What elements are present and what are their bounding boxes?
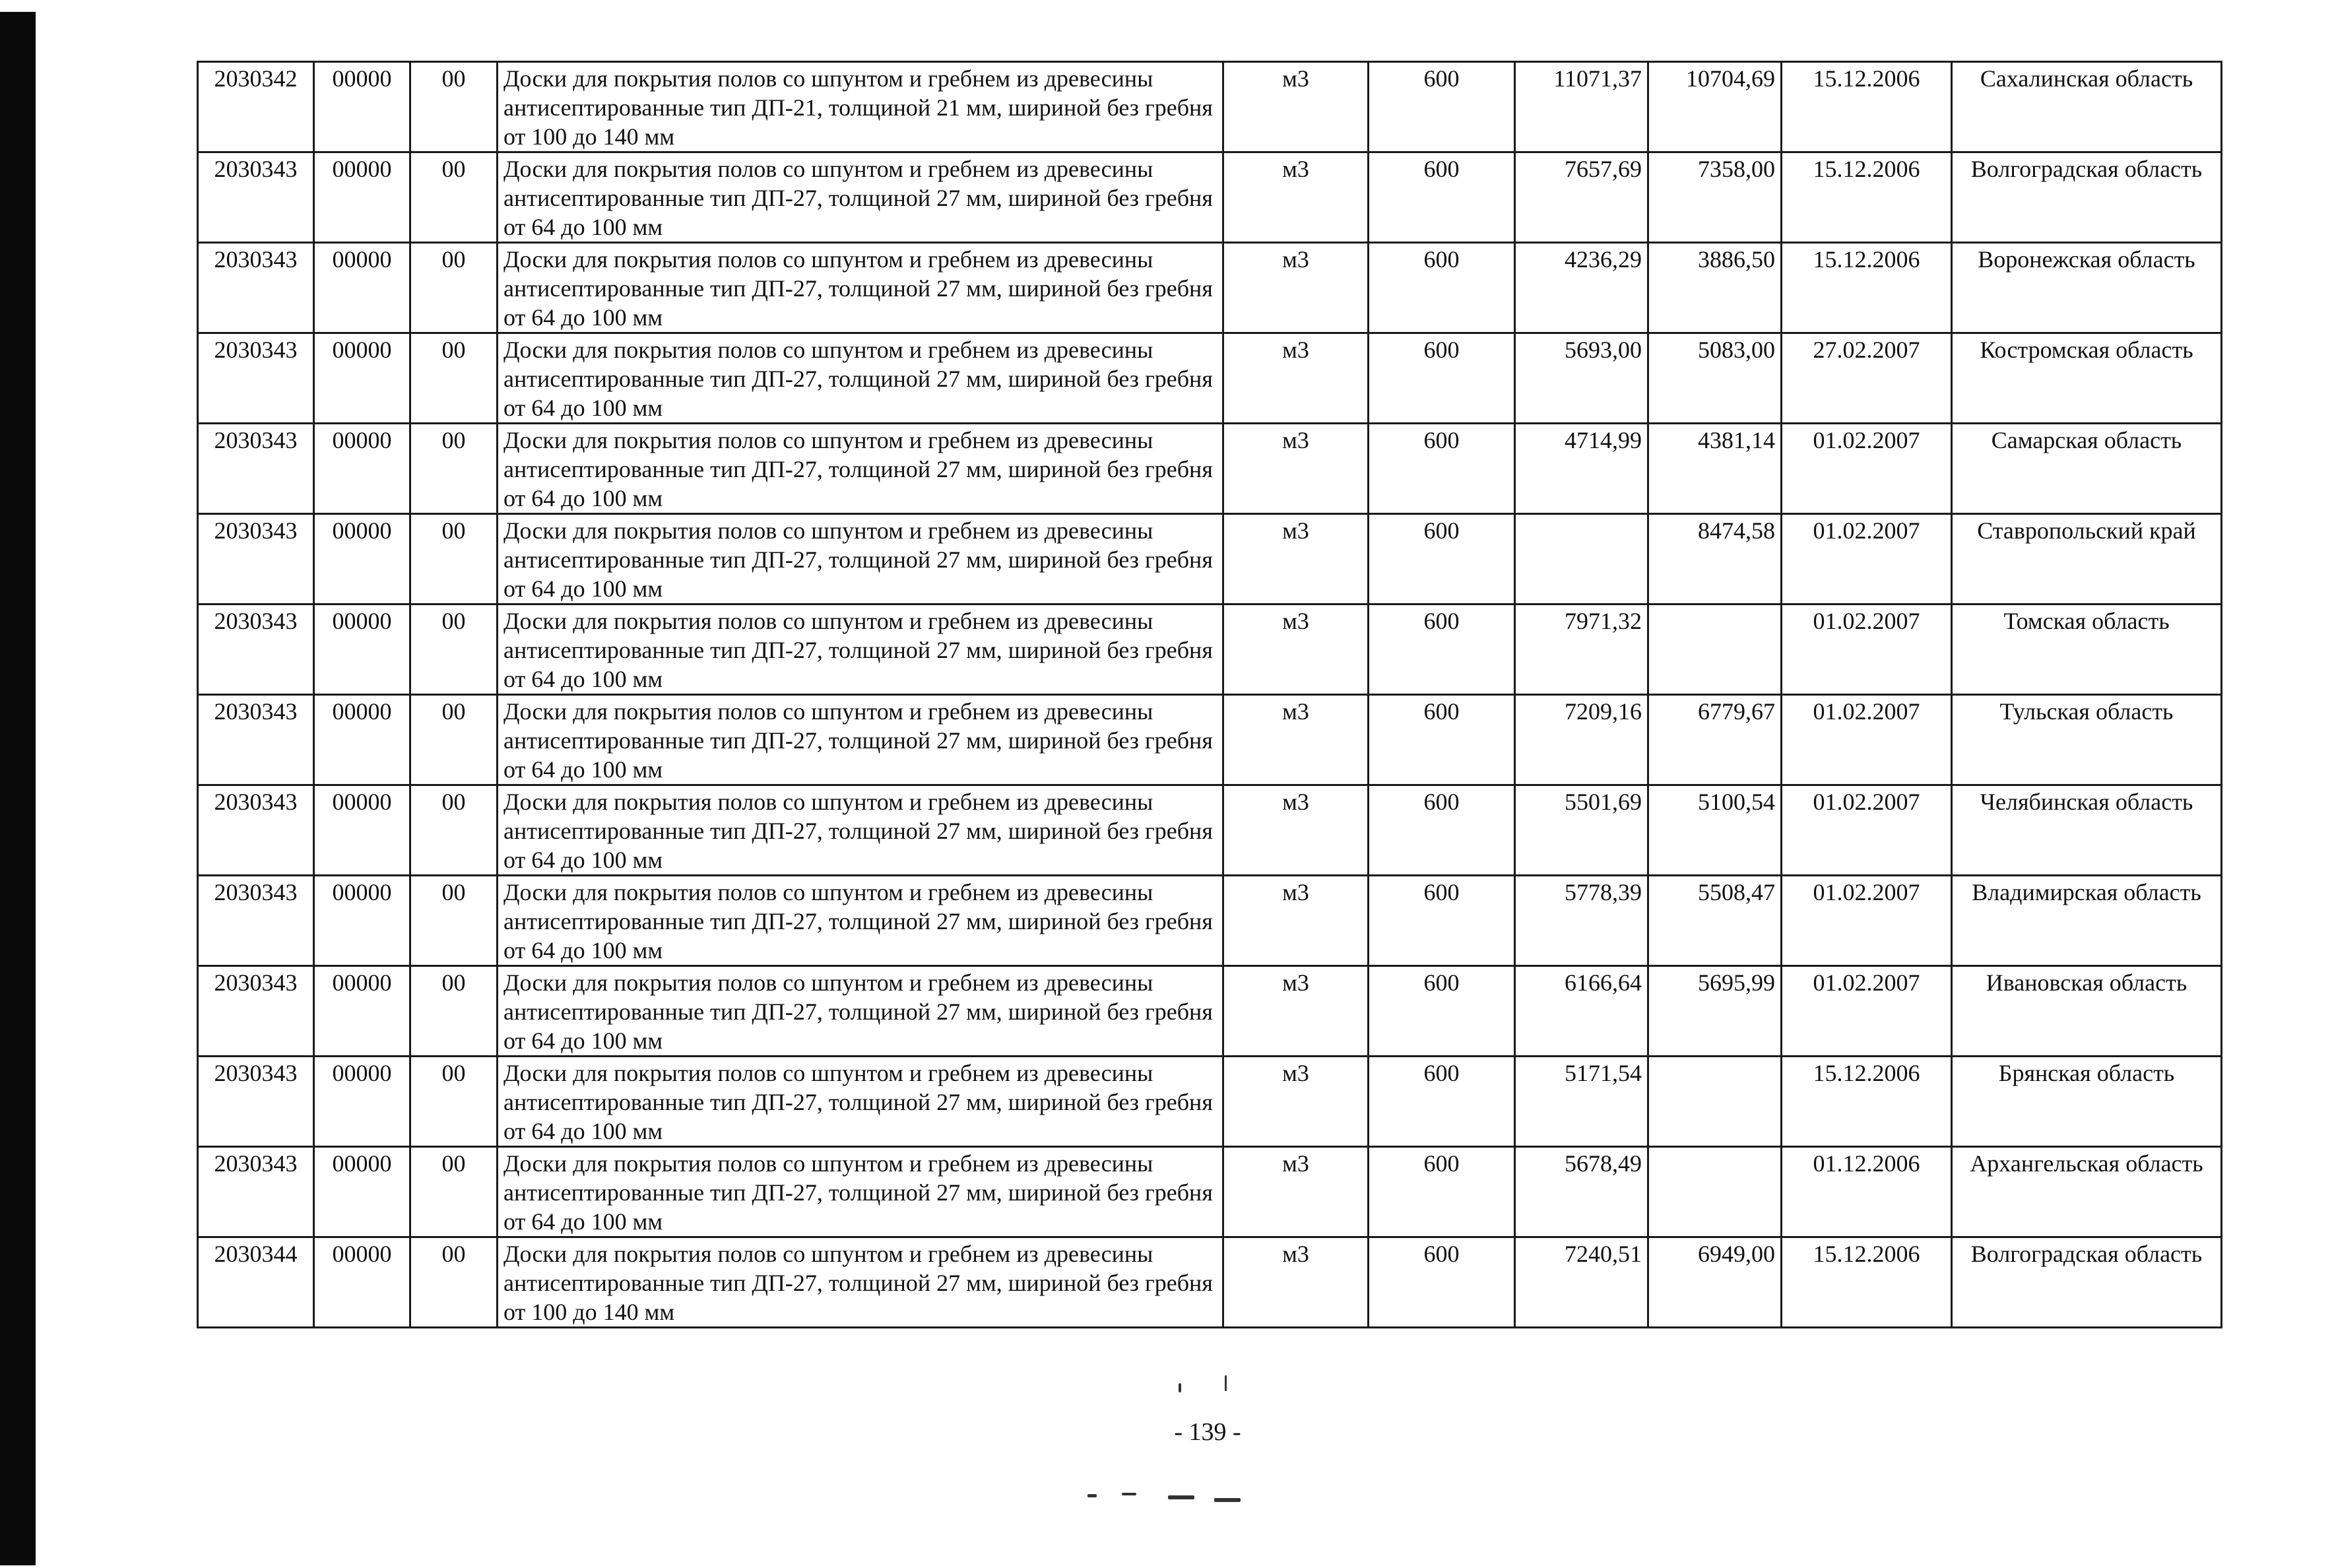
page-number: - 139 - xyxy=(1174,1418,1241,1446)
cell-index: 00 xyxy=(410,333,498,424)
cell-price-1: 5778,39 xyxy=(1515,876,1648,966)
scan-speck xyxy=(1168,1495,1194,1499)
scan-dark-edge xyxy=(0,12,36,1565)
cell-index: 00 xyxy=(410,966,498,1057)
cell-price-1: 5678,49 xyxy=(1515,1147,1648,1237)
cell-price-1: 7657,69 xyxy=(1515,152,1648,243)
cell-unit: м3 xyxy=(1223,424,1369,514)
price-table-container xyxy=(197,61,2220,1328)
cell-index: 00 xyxy=(410,876,498,966)
cell-price-2: 8474,58 xyxy=(1648,514,1782,604)
cell-price-2: 5508,47 xyxy=(1648,876,1782,966)
cell-price-1: 4236,29 xyxy=(1515,243,1648,333)
cell-unit: м3 xyxy=(1223,152,1369,243)
cell-description: Доски для покрытия полов со шпунтом и гребнем из древесины антисептированные тип ДП-27, толщиной 27 мм, шириной без гребня от 64 до 100 мм xyxy=(498,604,1223,695)
cell-subcode: 00000 xyxy=(314,1237,410,1328)
cell-code: 2030343 xyxy=(198,243,314,333)
cell-unit: м3 xyxy=(1223,876,1369,966)
cell-price-1: 4714,99 xyxy=(1515,424,1648,514)
table-row xyxy=(198,243,2222,333)
cell-region: Костромская область xyxy=(1952,333,2222,424)
scan-speck xyxy=(1087,1494,1097,1497)
cell-code: 2030343 xyxy=(198,876,314,966)
cell-price-1: 7209,16 xyxy=(1515,695,1648,785)
cell-unit: м3 xyxy=(1223,695,1369,785)
cell-unit: м3 xyxy=(1223,1237,1369,1328)
cell-index: 00 xyxy=(410,243,498,333)
cell-code: 2030344 xyxy=(198,1237,314,1328)
cell-code: 2030343 xyxy=(198,1147,314,1237)
cell-date: 15.12.2006 xyxy=(1782,152,1952,243)
cell-region: Самарская область xyxy=(1952,424,2222,514)
cell-date: 01.02.2007 xyxy=(1782,876,1952,966)
cell-region: Челябинская область xyxy=(1952,785,2222,876)
cell-price-1: 11071,37 xyxy=(1515,62,1648,152)
cell-quantity: 600 xyxy=(1369,604,1515,695)
cell-price-1: 6166,64 xyxy=(1515,966,1648,1057)
cell-region: Владимирская область xyxy=(1952,876,2222,966)
cell-subcode: 00000 xyxy=(314,243,410,333)
cell-region: Сахалинская область xyxy=(1952,62,2222,152)
cell-date: 15.12.2006 xyxy=(1782,243,1952,333)
cell-price-2: 5083,00 xyxy=(1648,333,1782,424)
cell-quantity: 600 xyxy=(1369,333,1515,424)
table-row xyxy=(198,1237,2222,1328)
cell-unit: м3 xyxy=(1223,514,1369,604)
cell-date: 01.02.2007 xyxy=(1782,785,1952,876)
cell-code: 2030343 xyxy=(198,1057,314,1147)
table-row xyxy=(198,62,2222,152)
cell-price-2: 7358,00 xyxy=(1648,152,1782,243)
cell-region: Томская область xyxy=(1952,604,2222,695)
cell-code: 2030343 xyxy=(198,152,314,243)
cell-price-1 xyxy=(1515,514,1648,604)
cell-index: 00 xyxy=(410,1237,498,1328)
cell-price-1: 5693,00 xyxy=(1515,333,1648,424)
cell-price-2: 10704,69 xyxy=(1648,62,1782,152)
cell-price-1: 7971,32 xyxy=(1515,604,1648,695)
cell-subcode: 00000 xyxy=(314,604,410,695)
cell-code: 2030343 xyxy=(198,604,314,695)
table-row xyxy=(198,514,2222,604)
table-row xyxy=(198,424,2222,514)
table-row xyxy=(198,876,2222,966)
cell-subcode: 00000 xyxy=(314,152,410,243)
cell-subcode: 00000 xyxy=(314,514,410,604)
cell-subcode: 00000 xyxy=(314,1057,410,1147)
cell-price-2 xyxy=(1648,1147,1782,1237)
cell-code: 2030342 xyxy=(198,62,314,152)
cell-description: Доски для покрытия полов со шпунтом и гребнем из древесины антисептированные тип ДП-27, толщиной 27 мм, шириной без гребня от 64 до 100 мм xyxy=(498,424,1223,514)
cell-index: 00 xyxy=(410,1147,498,1237)
cell-code: 2030343 xyxy=(198,966,314,1057)
cell-region: Ивановская область xyxy=(1952,966,2222,1057)
cell-description: Доски для покрытия полов со шпунтом и гребнем из древесины антисептированные тип ДП-27, толщиной 27 мм, шириной без гребня от 64 до 100 мм xyxy=(498,1057,1223,1147)
cell-quantity: 600 xyxy=(1369,424,1515,514)
cell-quantity: 600 xyxy=(1369,243,1515,333)
cell-price-2: 6779,67 xyxy=(1648,695,1782,785)
cell-description: Доски для покрытия полов со шпунтом и гребнем из древесины антисептированные тип ДП-27, толщиной 27 мм, шириной без гребня от 64 до 100 мм xyxy=(498,243,1223,333)
cell-quantity: 600 xyxy=(1369,514,1515,604)
cell-price-2 xyxy=(1648,1057,1782,1147)
cell-subcode: 00000 xyxy=(314,876,410,966)
cell-description: Доски для покрытия полов со шпунтом и гребнем из древесины антисептированные тип ДП-27, толщиной 27 мм, шириной без гребня от 64 до 100 мм xyxy=(498,876,1223,966)
table-row xyxy=(198,966,2222,1057)
cell-description: Доски для покрытия полов со шпунтом и гребнем из древесины антисептированные тип ДП-27, толщиной 27 мм, шириной без гребня от 64 до 100 мм xyxy=(498,785,1223,876)
cell-code: 2030343 xyxy=(198,785,314,876)
cell-date: 01.02.2007 xyxy=(1782,695,1952,785)
cell-index: 00 xyxy=(410,1057,498,1147)
cell-price-2: 5100,54 xyxy=(1648,785,1782,876)
cell-index: 00 xyxy=(410,152,498,243)
cell-quantity: 600 xyxy=(1369,966,1515,1057)
cell-date: 01.12.2006 xyxy=(1782,1147,1952,1237)
cell-unit: м3 xyxy=(1223,1057,1369,1147)
cell-date: 15.12.2006 xyxy=(1782,62,1952,152)
cell-unit: м3 xyxy=(1223,785,1369,876)
cell-index: 00 xyxy=(410,785,498,876)
cell-unit: м3 xyxy=(1223,966,1369,1057)
cell-index: 00 xyxy=(410,514,498,604)
cell-code: 2030343 xyxy=(198,514,314,604)
cell-description: Доски для покрытия полов со шпунтом и гребнем из древесины антисептированные тип ДП-27, толщиной 27 мм, шириной без гребня от 100 до 140 мм xyxy=(498,1237,1223,1328)
cell-index: 00 xyxy=(410,604,498,695)
cell-date: 01.02.2007 xyxy=(1782,966,1952,1057)
cell-region: Волгоградская область xyxy=(1952,1237,2222,1328)
cell-description: Доски для покрытия полов со шпунтом и гребнем из древесины антисептированные тип ДП-27, толщиной 27 мм, шириной без гребня от 64 до 100 мм xyxy=(498,152,1223,243)
cell-code: 2030343 xyxy=(198,424,314,514)
cell-index: 00 xyxy=(410,424,498,514)
cell-description: Доски для покрытия полов со шпунтом и гребнем из древесины антисептированные тип ДП-27, толщиной 27 мм, шириной без гребня от 64 до 100 мм xyxy=(498,1147,1223,1237)
cell-region: Ставропольский край xyxy=(1952,514,2222,604)
cell-unit: м3 xyxy=(1223,243,1369,333)
cell-price-1: 5501,69 xyxy=(1515,785,1648,876)
cell-unit: м3 xyxy=(1223,62,1369,152)
cell-price-2: 3886,50 xyxy=(1648,243,1782,333)
cell-unit: м3 xyxy=(1223,333,1369,424)
cell-subcode: 00000 xyxy=(314,1147,410,1237)
scan-speck xyxy=(1179,1383,1181,1392)
cell-description: Доски для покрытия полов со шпунтом и гребнем из древесины антисептированные тип ДП-27, толщиной 27 мм, шириной без гребня от 64 до 100 мм xyxy=(498,966,1223,1057)
cell-date: 01.02.2007 xyxy=(1782,604,1952,695)
cell-description: Доски для покрытия полов со шпунтом и гребнем из древесины антисептированные тип ДП-27, толщиной 27 мм, шириной без гребня от 64 до 100 мм xyxy=(498,333,1223,424)
table-row xyxy=(198,785,2222,876)
cell-price-1: 5171,54 xyxy=(1515,1057,1648,1147)
cell-code: 2030343 xyxy=(198,333,314,424)
cell-description: Доски для покрытия полов со шпунтом и гребнем из древесины антисептированные тип ДП-27, толщиной 27 мм, шириной без гребня от 64 до 100 мм xyxy=(498,695,1223,785)
cell-quantity: 600 xyxy=(1369,1057,1515,1147)
cell-subcode: 00000 xyxy=(314,62,410,152)
cell-date: 15.12.2006 xyxy=(1782,1237,1952,1328)
cell-region: Воронежская область xyxy=(1952,243,2222,333)
price-table xyxy=(197,61,2222,1328)
cell-region: Волгоградская область xyxy=(1952,152,2222,243)
cell-code: 2030343 xyxy=(198,695,314,785)
cell-description: Доски для покрытия полов со шпунтом и гребнем из древесины антисептированные тип ДП-21, толщиной 21 мм, шириной без гребня от 100 до 140 мм xyxy=(498,62,1223,152)
table-row xyxy=(198,695,2222,785)
cell-price-2 xyxy=(1648,604,1782,695)
cell-region: Брянская область xyxy=(1952,1057,2222,1147)
cell-date: 01.02.2007 xyxy=(1782,514,1952,604)
cell-date: 15.12.2006 xyxy=(1782,1057,1952,1147)
cell-price-2: 4381,14 xyxy=(1648,424,1782,514)
cell-quantity: 600 xyxy=(1369,785,1515,876)
table-row xyxy=(198,333,2222,424)
cell-region: Архангельская область xyxy=(1952,1147,2222,1237)
table-row xyxy=(198,604,2222,695)
scan-speck xyxy=(1225,1375,1227,1391)
cell-quantity: 600 xyxy=(1369,1237,1515,1328)
cell-subcode: 00000 xyxy=(314,966,410,1057)
table-body xyxy=(198,62,2222,1328)
cell-price-2: 6949,00 xyxy=(1648,1237,1782,1328)
cell-quantity: 600 xyxy=(1369,152,1515,243)
cell-date: 01.02.2007 xyxy=(1782,424,1952,514)
cell-quantity: 600 xyxy=(1369,62,1515,152)
cell-subcode: 00000 xyxy=(314,785,410,876)
cell-quantity: 600 xyxy=(1369,1147,1515,1237)
cell-unit: м3 xyxy=(1223,604,1369,695)
table-row xyxy=(198,1147,2222,1237)
table-row xyxy=(198,152,2222,243)
cell-subcode: 00000 xyxy=(314,333,410,424)
scan-speck xyxy=(1122,1493,1136,1495)
cell-index: 00 xyxy=(410,695,498,785)
cell-quantity: 600 xyxy=(1369,876,1515,966)
table-row xyxy=(198,1057,2222,1147)
cell-price-2: 5695,99 xyxy=(1648,966,1782,1057)
cell-subcode: 00000 xyxy=(314,424,410,514)
cell-region: Тульская область xyxy=(1952,695,2222,785)
scan-speck xyxy=(1214,1498,1241,1502)
cell-unit: м3 xyxy=(1223,1147,1369,1237)
cell-index: 00 xyxy=(410,62,498,152)
cell-quantity: 600 xyxy=(1369,695,1515,785)
cell-date: 27.02.2007 xyxy=(1782,333,1952,424)
cell-subcode: 00000 xyxy=(314,695,410,785)
cell-price-1: 7240,51 xyxy=(1515,1237,1648,1328)
cell-description: Доски для покрытия полов со шпунтом и гребнем из древесины антисептированные тип ДП-27, толщиной 27 мм, шириной без гребня от 64 до 100 мм xyxy=(498,514,1223,604)
